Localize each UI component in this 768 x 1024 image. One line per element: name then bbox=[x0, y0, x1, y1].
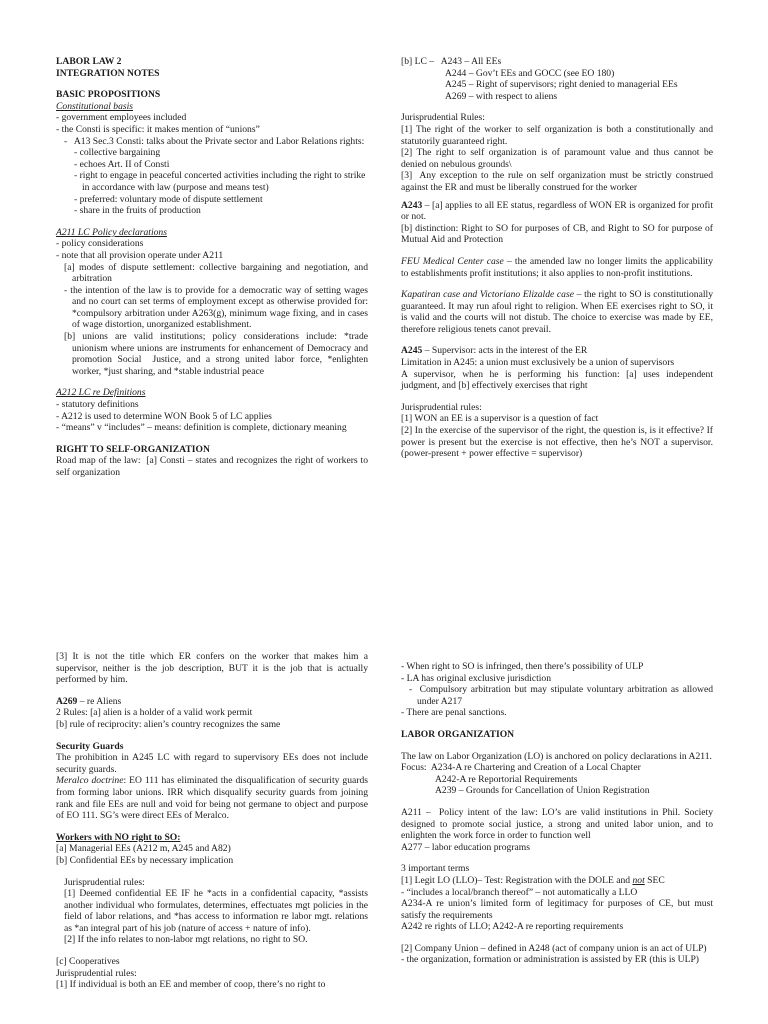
bullet: - “means” v “includes” – means: definition is complete, dictionary meaning bbox=[56, 422, 347, 434]
bullet: - Compulsory arbitration but may stipulate voluntary arbitration as allowed under A217 bbox=[409, 684, 716, 707]
paragraph: [b] unions are valid institutions; policy considerations include: *trade unionism where unions are instruments for enhancement of Democracy and promotion Social Justice, and a strong united labor force, *enlighten worker, *just sharing, and *stable industrial peace bbox=[64, 331, 371, 377]
subheading-a212: A212 LC re Definitions bbox=[56, 387, 146, 399]
subheading-constitutional-basis: Constitutional basis bbox=[56, 100, 134, 112]
page2-left-column bbox=[56, 651, 371, 991]
section-heading-basic-propositions: BASIC PROPOSITIONS bbox=[56, 89, 161, 101]
bullet: - government employees included bbox=[56, 112, 187, 124]
text: SEC bbox=[644, 874, 665, 886]
doc-title: LABOR LAW 2 bbox=[56, 56, 122, 67]
paragraph: [2] In the exercise of the supervisor of the right, the question is, is it effective? If power is present but the exercise is not effective, then he’s NOT a supervisor. (power-present + power effective = supervisor) bbox=[401, 425, 716, 460]
paragraph: [1] WON an EE is a supervisor is a question of fact bbox=[401, 413, 599, 425]
paragraph bbox=[401, 199, 716, 223]
paragraph: [a] modes of dispute settlement: collective bargaining and negotiation, and arbitration bbox=[64, 261, 371, 285]
bullet: - A13 Sec.3 Consti: talks about the Private sector and Labor Relations rights: bbox=[64, 135, 365, 147]
sub-bullet: - collective bargaining bbox=[74, 147, 161, 159]
bullet: - policy considerations bbox=[56, 238, 144, 250]
sub-bullet: - preferred: voluntary mode of dispute settlement bbox=[74, 193, 263, 205]
bullet: - There are penal sanctions. bbox=[401, 707, 507, 719]
paragraph: A supervisor, when he is performing his function: [a] uses independent judgment, and [b] effectively exercises that right bbox=[401, 368, 716, 392]
section-heading-right-to-self-organization: RIGHT TO SELF-ORGANIZATION bbox=[56, 443, 210, 455]
paragraph: Road map of the law: [a] Consti – states and recognizes the right of workers to self organization bbox=[56, 455, 371, 478]
paragraph: [2] The right to self organization is of paramount value and thus cannot be denied on nebulous grounds\ bbox=[401, 147, 716, 170]
list-item: A269 – with respect to aliens bbox=[445, 90, 558, 102]
paragraph: [3] It is not the title which ER confers on the worker that makes him a supervisor, neither is the job description, BUT it is the job that is actually performed by him. bbox=[56, 651, 371, 686]
text: – [a] applies to all EE status, regardless of WON ER is organized for profit or not. bbox=[401, 199, 716, 223]
subheading-no-right-to-so: Workers with NO right to SO: bbox=[56, 831, 181, 843]
subheading-a211: A211 LC Policy declarations bbox=[56, 226, 167, 238]
list-item: A244 – Gov’t EEs and GOCC (see EO 180) bbox=[445, 67, 615, 79]
subheading-jurisprudential-rules: Jurisprudential Rules: bbox=[401, 112, 485, 124]
paragraph: The law on Labor Organization (LO) is anchored on policy declarations in A211. bbox=[401, 750, 712, 762]
paragraph: [1] Deemed confidential EE IF he *acts in a confidential capacity, *assists another individual who formulates, determines, effectuates mgt policies in the field of labor relations, and *has access to information re labor mgt. relations as *an integral part of his job (nature of access + nature of info). bbox=[64, 888, 371, 934]
list-item: [b] LC – A243 – All EEs bbox=[401, 56, 502, 67]
sub-bullet: - share in the fruits of production bbox=[74, 205, 201, 217]
doc-subtitle: INTEGRATION NOTES bbox=[56, 67, 160, 79]
subheading-jurisprudential-rules: Jurisprudential rules: bbox=[56, 967, 137, 979]
paragraph: A211 – Policy intent of the law: LO’s are valid institutions in Phil. Society designed to promote social justice, a strong and united labor union, and to enlighten the work force in order to function well bbox=[401, 806, 716, 842]
text: : EO 111 has eliminated the disqualification of security guards from forming labor unions. IRR which disqualify security guards from joining rank and file EEs are null and void for being not germane to object and purpose of EO 111. SG’s were direct EEs of Meralco. bbox=[56, 775, 371, 822]
case-name: FEU Medical Center case bbox=[401, 255, 504, 267]
text: – Supervisor: acts in the interest of the ER bbox=[422, 345, 588, 357]
paragraph: [1] The right of the worker to self organization is both a constitutionally and statutorily guaranteed right. bbox=[401, 123, 716, 147]
list-item: [a] Managerial EEs (A212 m, A245 and A82) bbox=[56, 843, 231, 855]
paragraph: [b] distinction: Right to SO for purposes of CB, and Right to SO for purpose of Mutual Aid and Protection bbox=[401, 222, 716, 246]
subheading-important-terms: 3 important terms bbox=[401, 863, 470, 875]
subheading-jurisprudential-rules: Jurisprudential rules: bbox=[64, 876, 145, 888]
bullet: - LA has original exclusive jurisdiction bbox=[401, 672, 552, 684]
list-item: A239 – Grounds for Cancellation of Union Registration bbox=[435, 785, 650, 797]
paragraph: 2 Rules: [a] alien is a holder of a valid work permit bbox=[56, 707, 253, 719]
paragraph: [2] Company Union – defined in A248 (act of company union is an act of ULP) bbox=[401, 942, 707, 954]
paragraph: [3] Any exception to the rule on self organization must be strictly construed against the ER and must be liberally construed for the worker bbox=[401, 170, 716, 193]
paragraph bbox=[56, 775, 371, 822]
paragraph: - the organization, formation or administration is assisted by ER (this is ULP) bbox=[401, 954, 699, 966]
text: – the amended law no longer limits the applicability to establishments profit institutions; it also applies to non-profit institutions. bbox=[401, 255, 716, 279]
paragraph: - the intention of the law is to provide for a democratic way of setting wages and no court can set terms of employment except as otherwise provided for: *compulsory arbitration under A263(g), minimum wage fixing, and in cases of wage distortion, unorganized establishment. bbox=[64, 284, 371, 331]
subheading-jurisprudential-rules: Jurisprudential rules: bbox=[401, 401, 482, 413]
paragraph bbox=[401, 345, 713, 357]
bullet: - When right to SO is infringed, then there’s possibility of ULP bbox=[401, 661, 644, 672]
bullet: - A212 is used to determine WON Book 5 of LC applies bbox=[56, 410, 272, 422]
text: [1] Legit LO (LLO)– Test: Registration with the DOLE and bbox=[401, 874, 633, 886]
page1-right-column bbox=[401, 56, 716, 460]
sub-bullet: - echoes Art. II of Consti bbox=[74, 158, 170, 170]
case-name: Kapatiran case and Victoriano Elizalde case bbox=[401, 289, 574, 301]
list-item: [b] Confidential EEs by necessary implication bbox=[56, 854, 234, 866]
page1-left-column bbox=[56, 56, 371, 479]
list-item: A242-A re Reportorial Requirements bbox=[435, 773, 578, 785]
paragraph bbox=[401, 255, 716, 279]
article-label: A269 bbox=[56, 695, 78, 707]
bullet: - note that all provision operate under A211 bbox=[56, 249, 224, 261]
list-item: Focus: A234-A re Chartering and Creation of a Local Chapter bbox=[401, 762, 641, 774]
list-item: [c] Cooperatives bbox=[56, 956, 120, 968]
page2-right-column bbox=[401, 661, 716, 966]
paragraph: - “includes a local/branch thereof” – not automatically a LLO bbox=[401, 886, 638, 898]
bullet: - statutory definitions bbox=[56, 399, 139, 411]
paragraph: A277 – labor education programs bbox=[401, 841, 530, 853]
bullet: - the Consti is specific: it makes mention of “unions” bbox=[56, 123, 260, 135]
subheading-security-guards: Security Guards bbox=[56, 740, 124, 752]
paragraph: A234-A re union’s limited form of legitimacy for purposes of CE, but must satisfy the requirements bbox=[401, 898, 716, 921]
text: – the right to SO is constitutionally guaranteed. It may run afoul right to religion. When EE exercises right to SO, it is valid and the courts will not distub. The choice to exercise was made by EE, therefore religious tenets canot prevail. bbox=[401, 289, 716, 335]
emphasis: not bbox=[632, 874, 645, 886]
article-label: A245 bbox=[401, 345, 423, 357]
list-item: A245 – Right of supervisors; right denied to managerial EEs bbox=[445, 79, 678, 91]
paragraph: A242 re rights of LLO; A242-A re reporting requirements bbox=[401, 921, 624, 933]
article-label: A243 bbox=[401, 199, 423, 211]
paragraph: [1] If individual is both an EE and member of coop, there’s no right to bbox=[56, 979, 326, 991]
paragraph: [2] If the info relates to non-labor mgt relations, no right to SO. bbox=[64, 934, 308, 946]
paragraph bbox=[401, 289, 716, 335]
section-heading-labor-organization: LABOR ORGANIZATION bbox=[401, 728, 515, 740]
paragraph: The prohibition in A245 LC with regard to supervisory EEs does not include security guards. bbox=[56, 752, 371, 775]
text: – re Aliens bbox=[77, 695, 122, 707]
paragraph bbox=[401, 875, 713, 887]
case-name: Meralco doctrine bbox=[56, 775, 124, 787]
paragraph: Limitation in A245: a union must exclusively be a union of supervisors bbox=[401, 357, 675, 369]
sub-bullet: - right to engage in peaceful concerted activities including the right to strike in accordance with law (purpose and means test) bbox=[74, 170, 368, 193]
paragraph: [b] rule of reciprocity: alien’s country recognizes the same bbox=[56, 718, 281, 730]
paragraph bbox=[56, 696, 368, 708]
